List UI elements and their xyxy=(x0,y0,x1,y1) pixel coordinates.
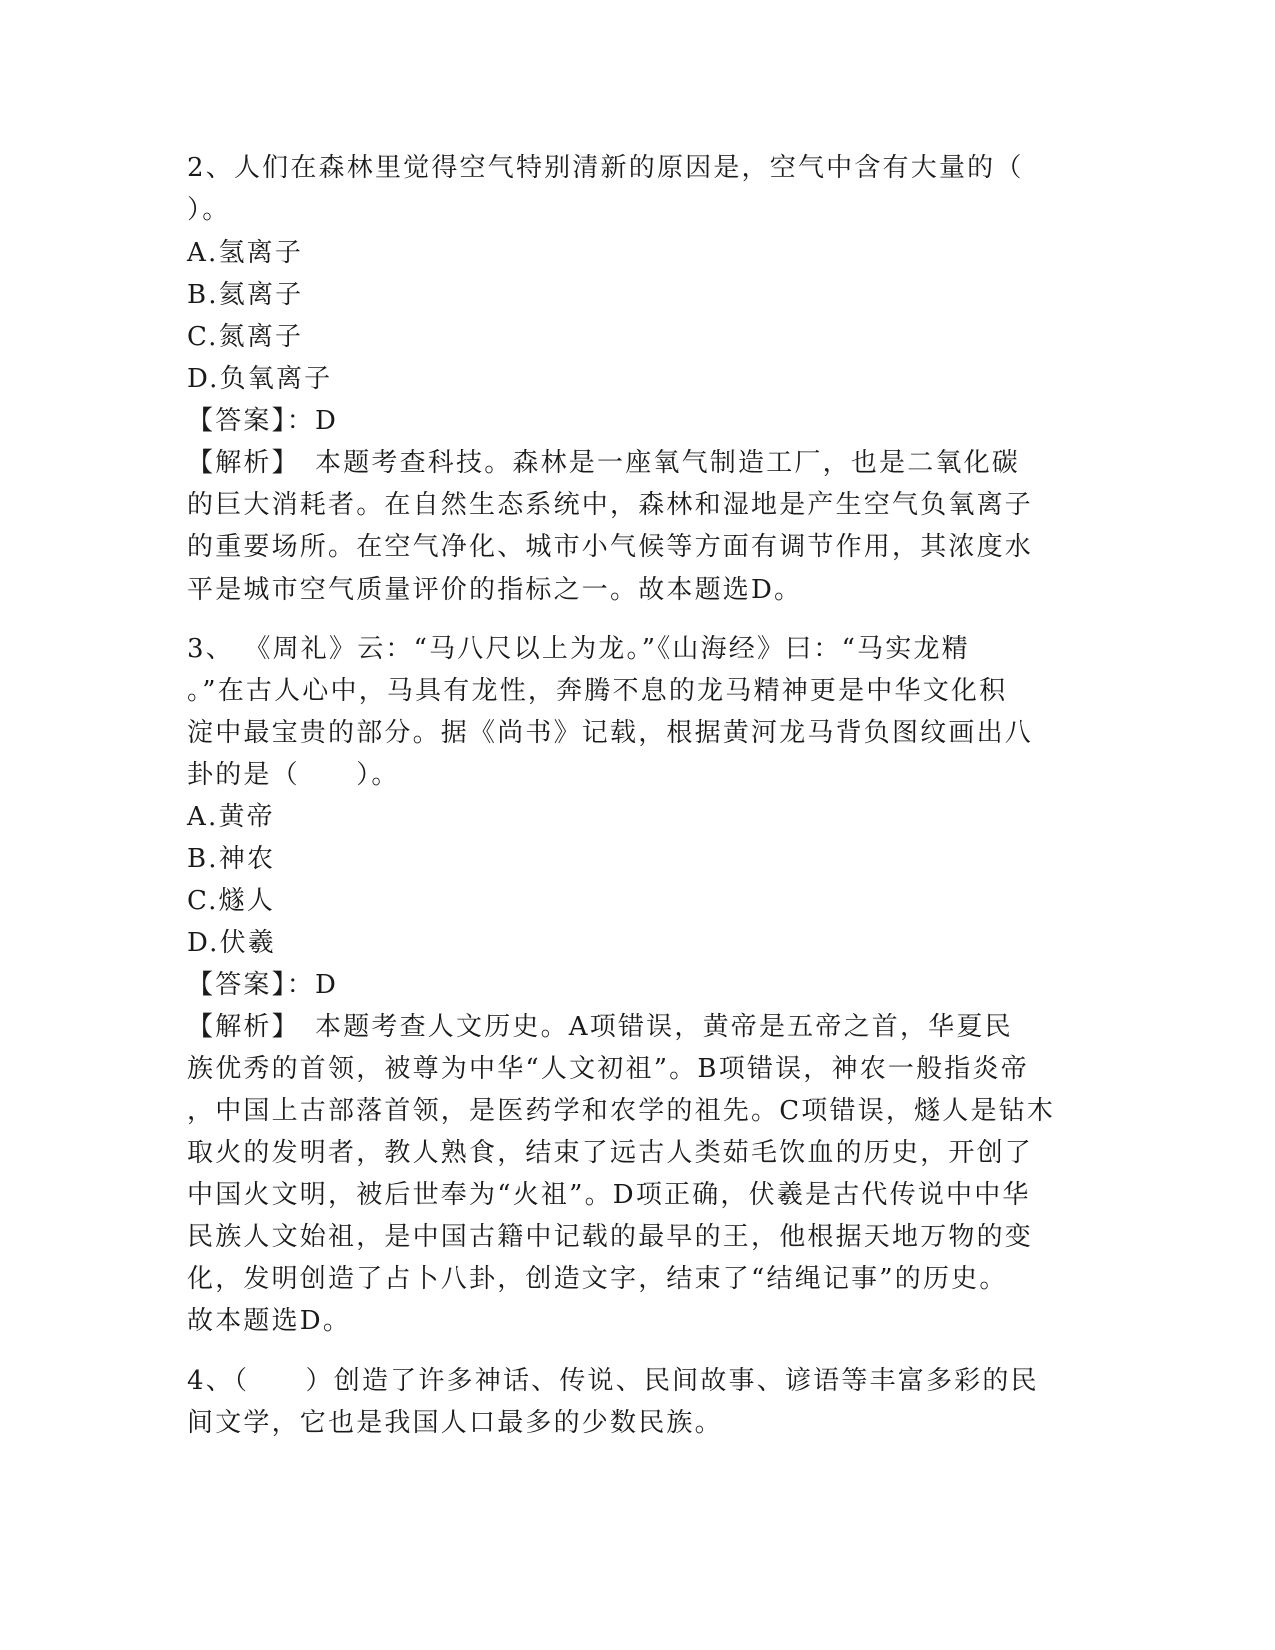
question-3-stem-line-3: 淀中最宝贵的部分。据《尚书》记载，根据黄河龙马背负图纹画出八 xyxy=(187,718,1034,748)
question-2-option-d: D.负氧离子 xyxy=(187,364,333,394)
question-2-explanation-line-2: 的巨大消耗者。在自然生态系统中，森林和湿地是产生空气负氧离子 xyxy=(187,490,1034,520)
question-3-explanation-line-6: 民族人文始祖，是中国古籍中记载的最早的王，他根据天地万物的变 xyxy=(187,1222,1034,1252)
question-3-stem-line-1: 3、 《周礼》云：“马八尺以上为龙。”《山海经》曰：“马实龙精 xyxy=(187,634,970,664)
question-2-option-b: B.氦离子 xyxy=(187,280,304,310)
question-3-option-a: A.黄帝 xyxy=(187,802,275,832)
question-2-option-c: C.氮离子 xyxy=(187,322,304,352)
question-3-stem-line-2: 。”在古人心中，马具有龙性，奔腾不息的龙马精神更是中华文化积 xyxy=(187,676,1008,706)
question-3-explanation-line-7: 化，发明创造了占卜八卦，创造文字，结束了“结绳记事”的历史。 xyxy=(187,1264,1008,1294)
question-2-answer: 【答案】：D xyxy=(187,406,339,436)
question-4-stem-line-1: 4、（ ）创造了许多神话、传说、民间故事、谚语等丰富多彩的民 xyxy=(187,1366,1039,1396)
question-3-answer: 【答案】：D xyxy=(187,970,339,1000)
question-2-option-a: A.氢离子 xyxy=(187,238,304,268)
question-3-explanation-line-2: 族优秀的首领，被尊为中华“人文初祖”。B项错误，神农一般指炎帝 xyxy=(187,1054,1029,1084)
question-4-stem-line-2: 间文学，它也是我国人口最多的少数民族。 xyxy=(187,1408,723,1438)
question-2-explanation-line-3: 的重要场所。在空气净化、城市小气候等方面有调节作用，其浓度水 xyxy=(187,532,1034,562)
question-3-option-b: B.神农 xyxy=(187,844,276,874)
question-3-explanation-line-4: 取火的发明者，教人熟食，结束了远古人类茹毛饮血的历史，开创了 xyxy=(187,1138,1034,1168)
question-3-option-d: D.伏羲 xyxy=(187,928,276,958)
question-3-explanation-line-8: 故本题选D。 xyxy=(187,1306,352,1336)
question-2-stem-line-2: ）。 xyxy=(187,195,231,225)
question-3-explanation-line-3: ，中国上古部落首领，是医药学和农学的祖先。C项错误，燧人是钻木 xyxy=(187,1096,1056,1126)
question-3-stem-line-4: 卦的是（ ）。 xyxy=(187,760,400,790)
question-3-option-c: C.燧人 xyxy=(187,886,276,916)
question-3-explanation-line-5: 中国火文明，被后世奉为“火祖”。D项正确，伏羲是古代传说中中华 xyxy=(187,1180,1031,1210)
question-3-explanation-line-1: 【解析】 本题考查人文历史。A项错误，黄帝是五帝之首，华夏民 xyxy=(187,1012,1013,1042)
question-2-explanation-line-4: 平是城市空气质量评价的指标之一。故本题选D。 xyxy=(187,575,803,605)
question-2-explanation-line-1: 【解析】 本题考查科技。森林是一座氧气制造工厂，也是二氧化碳 xyxy=(187,448,1021,478)
question-2-stem-line-1: 2、人们在森林里觉得空气特别清新的原因是，空气中含有大量的（ xyxy=(187,153,1024,183)
